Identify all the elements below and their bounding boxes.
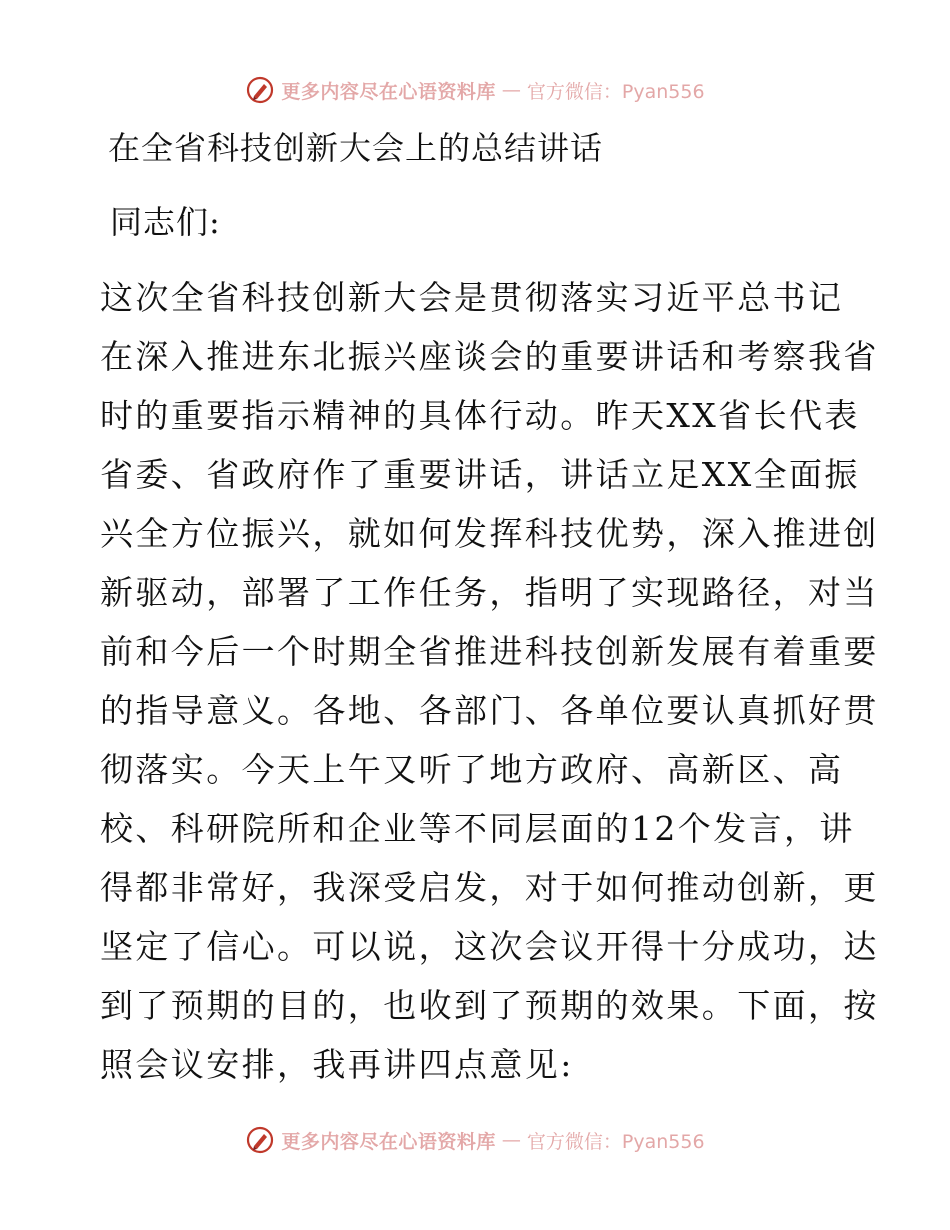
- watermark-brand-text: 更多内容尽在心语资料库: [281, 1130, 496, 1153]
- body-line: 前和今后一个时期全省推进科技创新发展有着重要: [100, 632, 879, 671]
- body-line: 这次全省科技创新大会是贯彻落实习近平总书记: [100, 278, 844, 317]
- watermark-contact-text: 官方微信：Pyan556: [526, 1130, 705, 1153]
- body-line: 校、科研院所和企业等不同层面的12个发言，讲: [100, 809, 855, 848]
- document-title: 在全省科技创新大会上的总结讲话: [108, 129, 604, 167]
- body-line: 时的重要指示精神的具体行动。昨天XX省长代表: [100, 396, 860, 435]
- body-line: 兴全方位振兴，就如何发挥科技优势，深入推进创: [100, 514, 879, 553]
- body-line: 坚定了信心。可以说，这次会议开得十分成功，达: [100, 927, 879, 966]
- document-salutation: 同志们:: [110, 203, 221, 241]
- pen-logo-icon: [245, 75, 275, 105]
- watermark-dash: —: [501, 1129, 521, 1151]
- body-line: 在深入推进东北振兴座谈会的重要讲话和考察我省: [100, 337, 879, 376]
- watermark-contact-text: 官方微信：Pyan556: [526, 80, 705, 103]
- body-line: 得都非常好，我深受启发，对于如何推动创新，更: [100, 868, 879, 907]
- watermark-footer: [0, 1120, 950, 1160]
- document-body: [100, 268, 879, 1094]
- body-line: 照会议安排，我再讲四点意见:: [100, 1045, 574, 1084]
- watermark-dash: —: [501, 79, 521, 101]
- watermark-header: [0, 70, 950, 110]
- watermark-brand-text: 更多内容尽在心语资料库: [281, 80, 496, 103]
- body-line: 到了预期的目的，也收到了预期的效果。下面，按: [100, 986, 879, 1025]
- body-line: 的指导意义。各地、各部门、各单位要认真抓好贯: [100, 691, 879, 730]
- body-line: 彻落实。今天上午又听了地方政府、高新区、高: [100, 750, 844, 789]
- body-line: 新驱动，部署了工作任务，指明了实现路径，对当: [100, 573, 879, 612]
- pen-logo-icon: [245, 1125, 275, 1155]
- body-line: 省委、省政府作了重要讲话，讲话立足XX全面振: [100, 455, 860, 494]
